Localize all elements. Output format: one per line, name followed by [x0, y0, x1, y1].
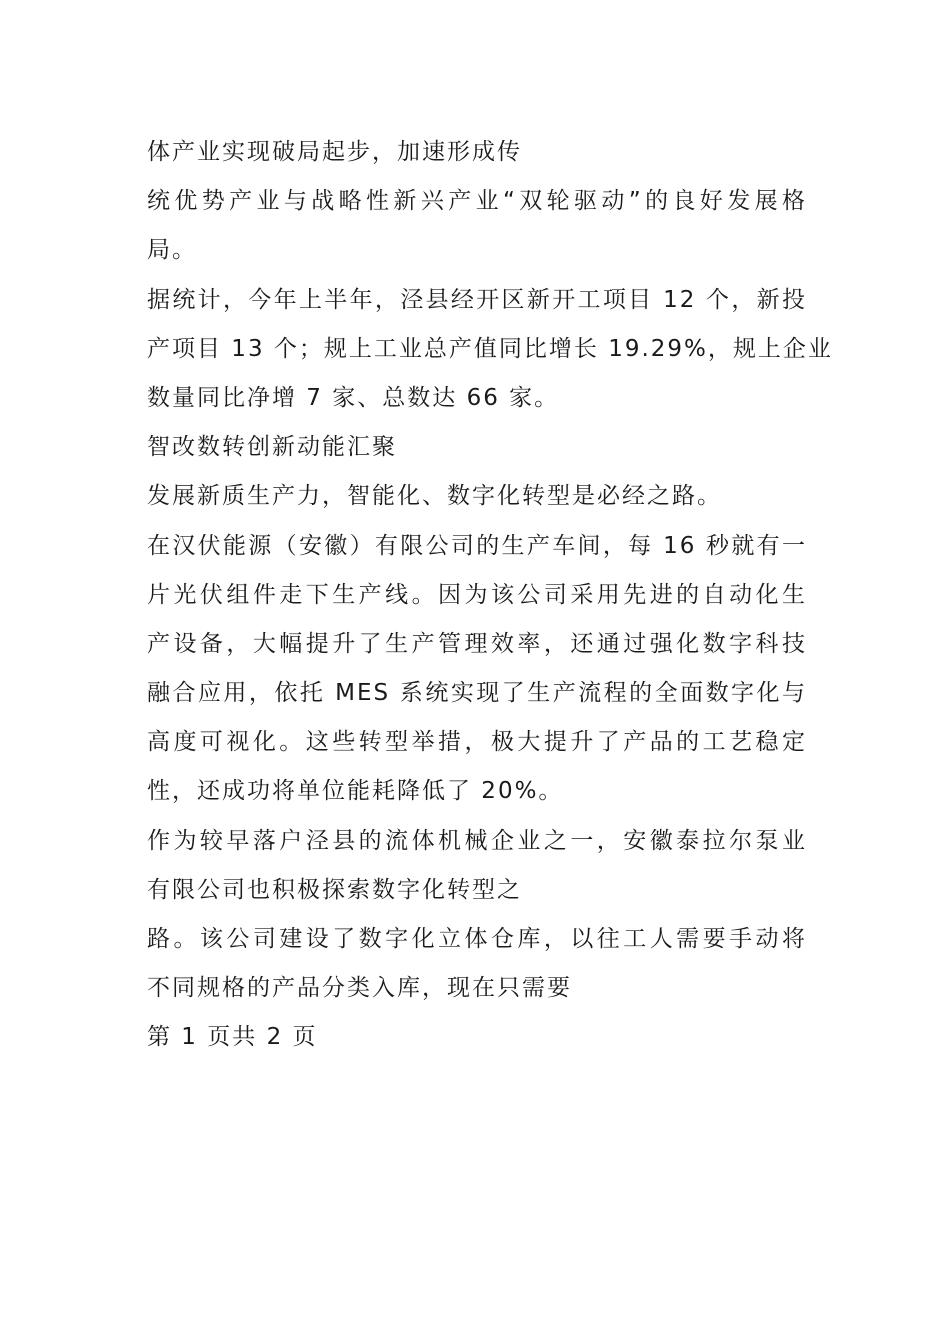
page-footer: 第 1 页共 2 页: [147, 1024, 318, 1051]
document-body: [147, 128, 833, 1063]
paragraph-line: 有限公司也积极探索数字化转型之: [147, 876, 522, 903]
paragraph-line: 作为较早落户泾县的流体机械企业之一，安徽泰拉尔泵业: [147, 827, 807, 854]
paragraph-line: 性，还成功将单位能耗降低了 20%。: [147, 778, 564, 805]
paragraph-line: 局。: [147, 237, 197, 264]
paragraph-line: 片光伏组件走下生产线。因为该公司采用先进的自动化生: [147, 581, 807, 608]
paragraph-line: 发展新质生产力，智能化、数字化转型是必经之路。: [147, 483, 722, 510]
paragraph-line: 不同规格的产品分类入库，现在只需要: [147, 975, 572, 1002]
section-heading: 智改数转创新动能汇聚: [147, 434, 397, 461]
paragraph-line: 融合应用，依托 MES 系统实现了生产流程的全面数字化与: [147, 680, 807, 707]
paragraph-line: 数量同比净增 7 家、总数达 66 家。: [147, 384, 560, 411]
paragraph-line: 高度可视化。这些转型举措，极大提升了产品的工艺稳定: [147, 729, 807, 756]
paragraph-line: 产项目 13 个；规上工业总产值同比增长 19.29%，规上企业: [147, 335, 833, 362]
paragraph-line: 体产业实现破局起步，加速形成传: [147, 139, 522, 165]
paragraph-line: 据统计，今年上半年，泾县经开区新开工项目 12 个，新投: [147, 286, 807, 313]
paragraph-line: 统优势产业与战略性新兴产业“双轮驱动”的良好发展格: [147, 188, 807, 215]
paragraph-line: 在汉伏能源（安徽）有限公司的生产车间，每 16 秒就有一: [147, 532, 807, 559]
paragraph-line: 产设备，大幅提升了生产管理效率，还通过强化数字科技: [147, 630, 807, 657]
paragraph-line: 路。该公司建设了数字化立体仓库，以往工人需要手动将: [147, 926, 807, 952]
